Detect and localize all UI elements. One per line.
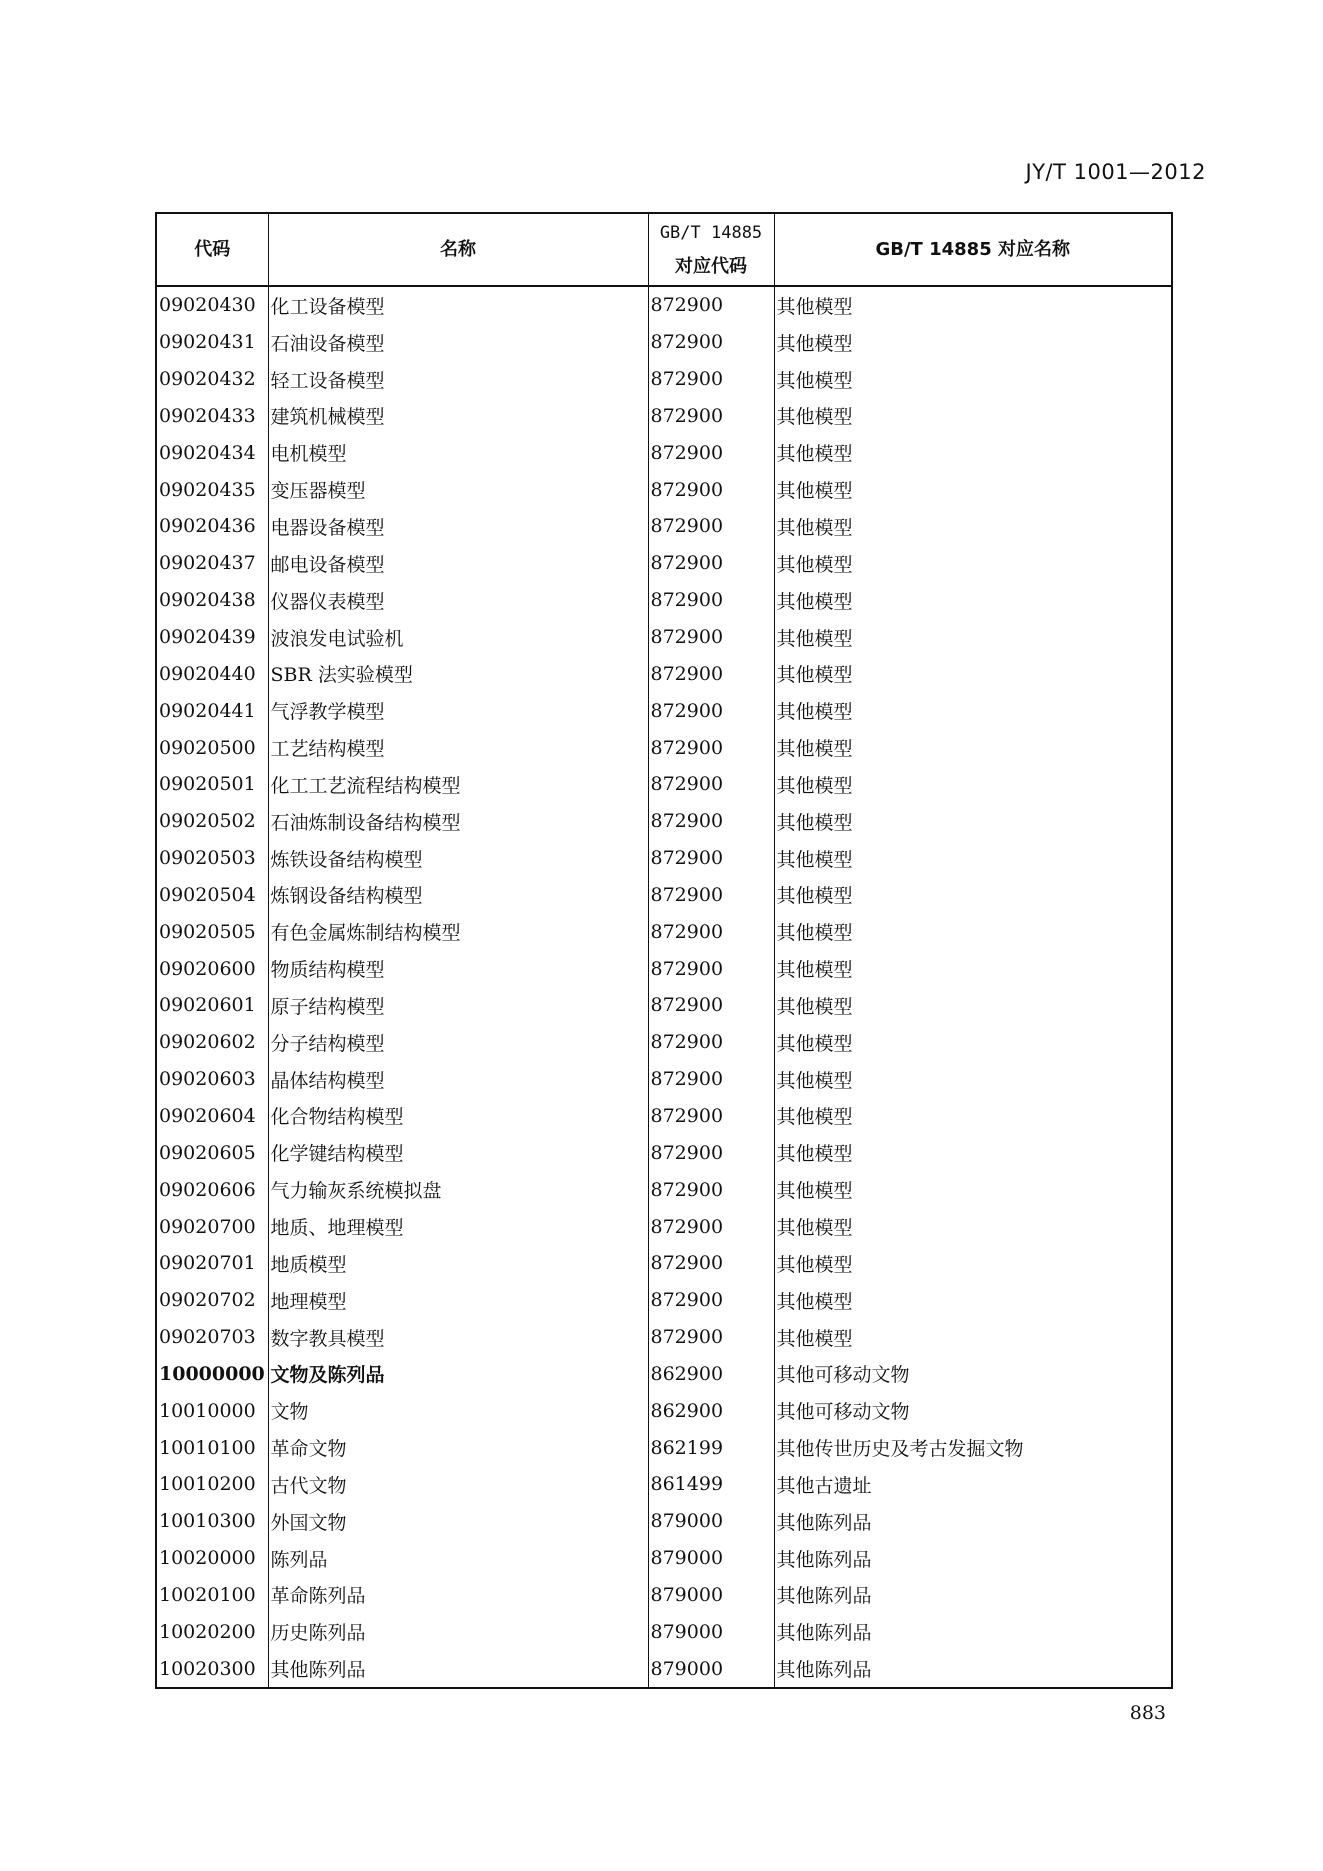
name-cell: 气力输灰系统模拟盘	[268, 1171, 648, 1208]
name-cell: 化工工艺流程结构模型	[268, 766, 648, 803]
table-row	[156, 1134, 1172, 1171]
table-row	[156, 1392, 1172, 1429]
table-row	[156, 582, 1172, 619]
standard-number: JY/T 1001—2012	[1025, 160, 1206, 184]
gb-code-cell: 872900	[648, 1319, 774, 1356]
gb-code-cell: 872900	[648, 950, 774, 987]
gb-name-cell: 其他古遗址	[774, 1466, 1172, 1503]
code-cell: 09020434	[156, 434, 268, 471]
name-cell: 地理模型	[268, 1282, 648, 1319]
code-cell: 09020439	[156, 619, 268, 656]
name-cell: 电器设备模型	[268, 508, 648, 545]
header-row	[156, 213, 1172, 286]
gb-code-cell: 872900	[648, 434, 774, 471]
header-gb-code-line1: GB/T 14885	[659, 222, 763, 243]
gb-name-cell: 其他模型	[774, 655, 1172, 692]
gb-name-cell: 其他模型	[774, 840, 1172, 877]
table-row	[156, 1577, 1172, 1614]
gb-name-cell: 其他模型	[774, 1098, 1172, 1135]
code-cell: 09020703	[156, 1319, 268, 1356]
code-cell: 09020701	[156, 1245, 268, 1282]
table-row	[156, 471, 1172, 508]
code-cell: 09020501	[156, 766, 268, 803]
code-cell: 09020502	[156, 803, 268, 840]
table-row	[156, 398, 1172, 435]
table-row	[156, 545, 1172, 582]
code-cell: 09020503	[156, 840, 268, 877]
gb-code-cell: 862900	[648, 1355, 774, 1392]
gb-code-cell: 862199	[648, 1429, 774, 1466]
gb-code-cell: 879000	[648, 1613, 774, 1650]
gb-name-cell: 其他模型	[774, 434, 1172, 471]
gb-name-cell: 其他可移动文物	[774, 1355, 1172, 1392]
name-cell: 革命陈列品	[268, 1577, 648, 1614]
gb-name-cell: 其他模型	[774, 1282, 1172, 1319]
gb-code-cell: 872900	[648, 619, 774, 656]
name-cell: 炼铁设备结构模型	[268, 840, 648, 877]
gb-code-cell: 872900	[648, 803, 774, 840]
table-row	[156, 655, 1172, 692]
code-cell: 09020441	[156, 692, 268, 729]
code-cell: 09020602	[156, 1024, 268, 1061]
name-cell: 化工设备模型	[268, 286, 648, 324]
gb-code-cell: 872900	[648, 692, 774, 729]
gb-name-cell: 其他模型	[774, 1245, 1172, 1282]
gb-code-cell: 872900	[648, 324, 774, 361]
table-row	[156, 1319, 1172, 1356]
gb-code-cell: 872900	[648, 1024, 774, 1061]
table-row	[156, 1208, 1172, 1245]
code-cell: 09020432	[156, 361, 268, 398]
code-cell: 10000000	[156, 1355, 268, 1392]
gb-code-cell: 872900	[648, 1245, 774, 1282]
gb-name-cell: 其他模型	[774, 766, 1172, 803]
name-cell: 炼钢设备结构模型	[268, 877, 648, 914]
table-row	[156, 766, 1172, 803]
code-table	[155, 212, 1173, 1689]
table-row	[156, 434, 1172, 471]
gb-code-cell: 872900	[648, 1061, 774, 1098]
gb-code-cell: 872900	[648, 582, 774, 619]
table-row	[156, 1098, 1172, 1135]
gb-name-cell: 其他模型	[774, 361, 1172, 398]
table-row	[156, 877, 1172, 914]
name-cell: 气浮教学模型	[268, 692, 648, 729]
gb-code-cell: 872900	[648, 729, 774, 766]
gb-code-cell: 872900	[648, 398, 774, 435]
name-cell: 石油设备模型	[268, 324, 648, 361]
code-cell: 09020600	[156, 950, 268, 987]
table-row	[156, 913, 1172, 950]
code-cell: 09020500	[156, 729, 268, 766]
name-cell: 工艺结构模型	[268, 729, 648, 766]
code-cell: 09020603	[156, 1061, 268, 1098]
gb-code-cell: 879000	[648, 1650, 774, 1688]
code-cell: 09020504	[156, 877, 268, 914]
name-cell: 邮电设备模型	[268, 545, 648, 582]
code-cell: 09020601	[156, 987, 268, 1024]
gb-name-cell: 其他模型	[774, 1024, 1172, 1061]
table-row	[156, 619, 1172, 656]
gb-code-cell: 872900	[648, 1208, 774, 1245]
name-cell: 有色金属炼制结构模型	[268, 913, 648, 950]
gb-name-cell: 其他陈列品	[774, 1540, 1172, 1577]
gb-code-cell: 872900	[648, 1171, 774, 1208]
name-cell: 变压器模型	[268, 471, 648, 508]
code-cell: 09020605	[156, 1134, 268, 1171]
gb-code-cell: 862900	[648, 1392, 774, 1429]
name-cell: 石油炼制设备结构模型	[268, 803, 648, 840]
table-row	[156, 1245, 1172, 1282]
gb-name-cell: 其他模型	[774, 286, 1172, 324]
gb-code-cell: 879000	[648, 1503, 774, 1540]
table-row	[156, 729, 1172, 766]
name-cell: 陈列品	[268, 1540, 648, 1577]
name-cell: 外国文物	[268, 1503, 648, 1540]
table-row	[156, 1171, 1172, 1208]
gb-name-cell: 其他模型	[774, 1061, 1172, 1098]
gb-code-cell: 872900	[648, 913, 774, 950]
name-cell: 文物	[268, 1392, 648, 1429]
code-cell: 09020438	[156, 582, 268, 619]
header-name: 名称	[268, 213, 648, 286]
name-cell: 化学键结构模型	[268, 1134, 648, 1171]
header-code: 代码	[156, 213, 268, 286]
table-row	[156, 803, 1172, 840]
code-cell: 09020604	[156, 1098, 268, 1135]
table-row	[156, 1024, 1172, 1061]
name-cell: 电机模型	[268, 434, 648, 471]
gb-name-cell: 其他模型	[774, 324, 1172, 361]
gb-name-cell: 其他模型	[774, 1171, 1172, 1208]
table-row	[156, 1429, 1172, 1466]
gb-name-cell: 其他模型	[774, 877, 1172, 914]
gb-code-cell: 872900	[648, 766, 774, 803]
table-row	[156, 950, 1172, 987]
page-number: 883	[1129, 1702, 1166, 1724]
gb-name-cell: 其他模型	[774, 398, 1172, 435]
code-cell: 10010100	[156, 1429, 268, 1466]
name-cell: 化合物结构模型	[268, 1098, 648, 1135]
gb-name-cell: 其他模型	[774, 692, 1172, 729]
name-cell: 数字教具模型	[268, 1319, 648, 1356]
gb-code-cell: 879000	[648, 1540, 774, 1577]
table-body	[156, 286, 1172, 1688]
table-row	[156, 508, 1172, 545]
gb-code-cell: 879000	[648, 1577, 774, 1614]
gb-code-cell: 872900	[648, 286, 774, 324]
code-cell: 09020606	[156, 1171, 268, 1208]
header-gb-name: GB/T 14885 对应名称	[774, 213, 1172, 286]
gb-code-cell: 872900	[648, 1098, 774, 1135]
table-row	[156, 286, 1172, 324]
table-row	[156, 324, 1172, 361]
gb-code-cell: 872900	[648, 987, 774, 1024]
name-cell: 仪器仪表模型	[268, 582, 648, 619]
name-cell: 革命文物	[268, 1429, 648, 1466]
table-row	[156, 1466, 1172, 1503]
header-gb-code-line2: 对应代码	[675, 255, 747, 277]
code-cell: 10020200	[156, 1613, 268, 1650]
table-row	[156, 361, 1172, 398]
name-cell: 其他陈列品	[268, 1650, 648, 1688]
code-cell: 10020100	[156, 1577, 268, 1614]
gb-code-cell: 861499	[648, 1466, 774, 1503]
table-row	[156, 1540, 1172, 1577]
code-cell: 09020440	[156, 655, 268, 692]
gb-code-cell: 872900	[648, 545, 774, 582]
gb-code-cell: 872900	[648, 655, 774, 692]
gb-code-cell: 872900	[648, 361, 774, 398]
code-cell: 09020436	[156, 508, 268, 545]
code-cell: 09020433	[156, 398, 268, 435]
gb-code-cell: 872900	[648, 471, 774, 508]
gb-code-cell: 872900	[648, 877, 774, 914]
table-header	[156, 213, 1172, 286]
name-cell: 波浪发电试验机	[268, 619, 648, 656]
gb-name-cell: 其他模型	[774, 471, 1172, 508]
table-row	[156, 1061, 1172, 1098]
table-row	[156, 1650, 1172, 1688]
name-cell: 建筑机械模型	[268, 398, 648, 435]
gb-code-cell: 872900	[648, 840, 774, 877]
table-row	[156, 692, 1172, 729]
gb-name-cell: 其他模型	[774, 729, 1172, 766]
gb-name-cell: 其他模型	[774, 1134, 1172, 1171]
code-cell: 09020431	[156, 324, 268, 361]
code-cell: 10020000	[156, 1540, 268, 1577]
table-row	[156, 1282, 1172, 1319]
gb-name-cell: 其他模型	[774, 1319, 1172, 1356]
name-cell: 历史陈列品	[268, 1613, 648, 1650]
gb-name-cell: 其他陈列品	[774, 1577, 1172, 1614]
gb-name-cell: 其他陈列品	[774, 1503, 1172, 1540]
name-cell: 地质模型	[268, 1245, 648, 1282]
name-cell: 原子结构模型	[268, 987, 648, 1024]
gb-name-cell: 其他模型	[774, 508, 1172, 545]
name-cell: 地质、地理模型	[268, 1208, 648, 1245]
gb-name-cell: 其他模型	[774, 987, 1172, 1024]
code-cell: 09020700	[156, 1208, 268, 1245]
name-cell: 文物及陈列品	[268, 1355, 648, 1392]
table-row	[156, 840, 1172, 877]
gb-name-cell: 其他传世历史及考古发掘文物	[774, 1429, 1172, 1466]
code-cell: 09020702	[156, 1282, 268, 1319]
name-cell: 古代文物	[268, 1466, 648, 1503]
code-cell: 10010300	[156, 1503, 268, 1540]
name-cell: 分子结构模型	[268, 1024, 648, 1061]
table-row	[156, 1355, 1172, 1392]
code-cell: 10020300	[156, 1650, 268, 1688]
gb-name-cell: 其他模型	[774, 619, 1172, 656]
table-row	[156, 1503, 1172, 1540]
gb-name-cell: 其他陈列品	[774, 1613, 1172, 1650]
code-cell: 10010000	[156, 1392, 268, 1429]
code-cell: 09020430	[156, 286, 268, 324]
gb-code-cell: 872900	[648, 1134, 774, 1171]
gb-name-cell: 其他模型	[774, 913, 1172, 950]
gb-name-cell: 其他可移动文物	[774, 1392, 1172, 1429]
name-cell: SBR 法实验模型	[268, 655, 648, 692]
code-cell: 10010200	[156, 1466, 268, 1503]
code-cell: 09020437	[156, 545, 268, 582]
name-cell: 晶体结构模型	[268, 1061, 648, 1098]
gb-name-cell: 其他模型	[774, 582, 1172, 619]
name-cell: 轻工设备模型	[268, 361, 648, 398]
gb-name-cell: 其他陈列品	[774, 1650, 1172, 1688]
code-cell: 09020505	[156, 913, 268, 950]
gb-name-cell: 其他模型	[774, 803, 1172, 840]
name-cell: 物质结构模型	[268, 950, 648, 987]
table-row	[156, 987, 1172, 1024]
table-row	[156, 1613, 1172, 1650]
gb-name-cell: 其他模型	[774, 1208, 1172, 1245]
gb-code-cell: 872900	[648, 1282, 774, 1319]
header-gb-code	[648, 213, 774, 286]
gb-name-cell: 其他模型	[774, 545, 1172, 582]
code-cell: 09020435	[156, 471, 268, 508]
gb-code-cell: 872900	[648, 508, 774, 545]
gb-name-cell: 其他模型	[774, 950, 1172, 987]
